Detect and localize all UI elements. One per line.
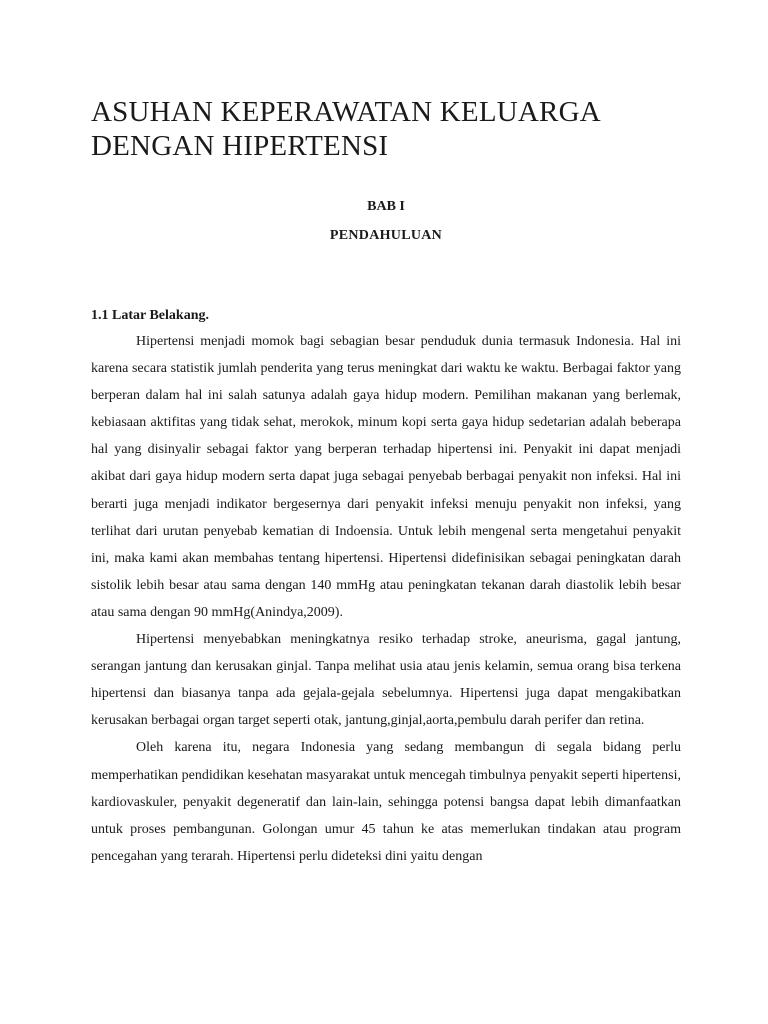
paragraph-2: Hipertensi menyebabkan meningkatnya resiko terhadap stroke, aneurisma, gagal jantung, serangan jantung dan kerusakan ginjal. Tanpa melihat usia atau jenis kelamin, semua orang bisa terkena hipertensi dan biasanya tanpa ada gejala-gejala sebelumnya. Hipertensi juga dapat mengakibatkan kerusakan berbagai organ target seperti otak, jantung,ginjal,aorta,pembulu darah perifer dan retina. [91, 632, 681, 729]
chapter-title: PENDAHULUAN [329, 228, 443, 243]
document-title: ASUHAN KEPERAWATAN KELUARGA DENGAN HIPERTENSI [91, 96, 600, 162]
section-heading: 1.1 Latar Belakang. [91, 308, 209, 323]
body-text [91, 328, 681, 870]
paragraph-1: Hipertensi menjadi momok bagi sebagian besar penduduk dunia termasuk Indonesia. Hal ini karena secara statistik jumlah penderita yang terus meningkat dari waktu ke waktu. Berbagai faktor yang berperan dalam hal ini salah satunya adalah gaya hidup modern. Pemilihan makanan yang berlemak, kebiasaan aktifitas yang tidak sehat, merokok, minum kopi serta gaya hidup sedetarian adalah beberapa hal yang disinyalir sebagai faktor yang berperan terhadap hipertensi ini. Penyakit ini dapat menjadi akibat dari gaya hidup modern serta dapat juga sebagai penyebab berbagai penyakit non infeksi. Hal ini berarti juga menjadi indikator bergesernya dari penyakit infeksi menuju penyakit non infeksi, yang terlihat dari urutan penyebab kematian di Indoensia. Untuk lebih mengenal serta mengetahui penyakit ini, maka kami akan membahas tentang hipertensi. Hipertensi didefinisikan sebagai peningkatan darah sistolik lebih besar atau sama dengan 140 mmHg atau peningkatan tekanan darah diastolik lebih besar atau sama dengan 90 mmHg(Anindya,2009). [91, 334, 681, 620]
paragraph-3: Oleh karena itu, negara Indonesia yang sedang membangun di segala bidang perlu memperhatikan pendidikan kesehatan masyarakat untuk mencegah timbulnya penyakit seperti hipertensi, kardiovaskuler, penyakit degeneratif dan lain-lain, sehingga potensi bangsa dapat lebih dimanfaatkan untuk proses pembangunan. Golongan umur 45 tahun ke atas memerlukan tindakan atau program pencegahan yang terarah. Hipertensi perlu dideteksi dini yaitu dengan [91, 740, 681, 864]
chapter-number: BAB I [367, 199, 405, 214]
